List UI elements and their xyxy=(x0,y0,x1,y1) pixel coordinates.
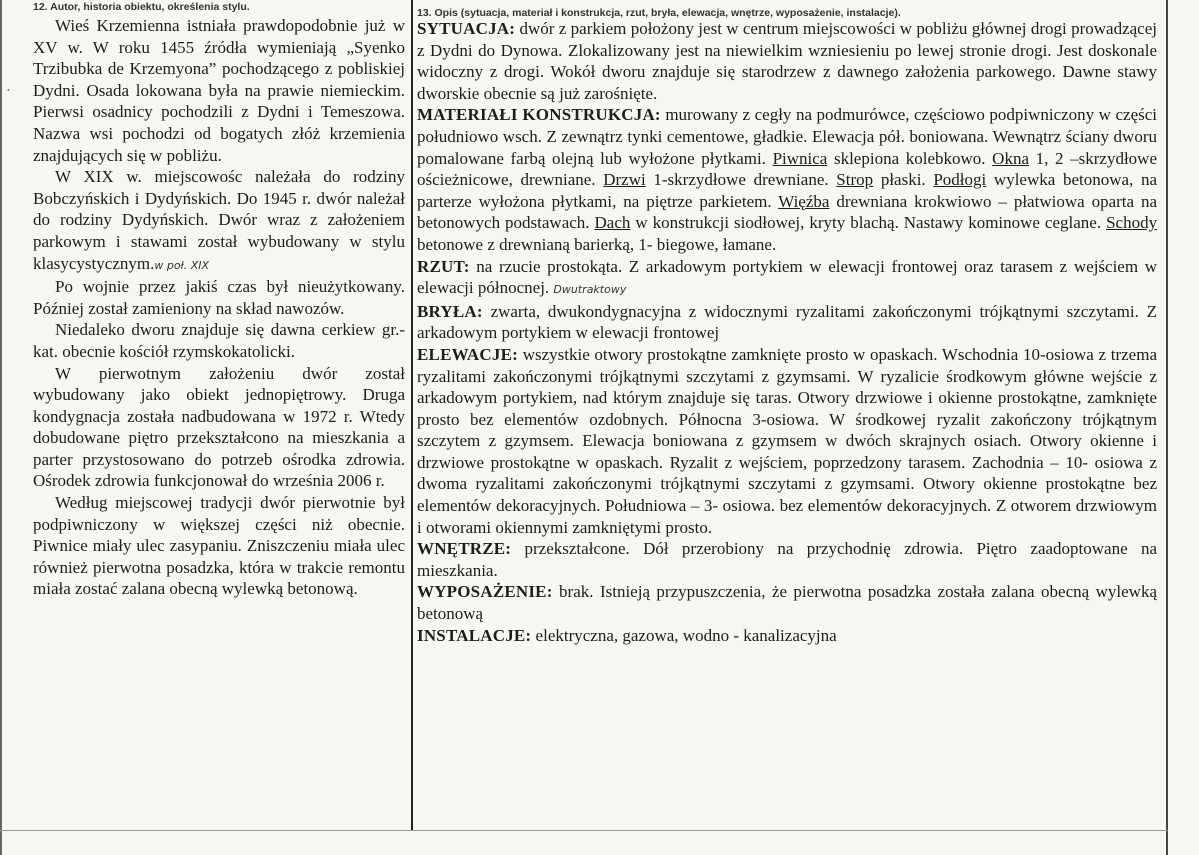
heading-wyposazenie: WYPOSAŻENIE: xyxy=(417,582,553,602)
text-wnetrze: przekształcone. Dół przerobiony na przychodnię zdrowia. Piętro zaadoptowane na mieszkania. xyxy=(417,539,1157,580)
text-dach: w konstrukcji siodłowej, kryty blachą. Nastawy kominowe ceglane. xyxy=(635,213,1102,233)
heading-wnetrze: WNĘTRZE: xyxy=(417,539,512,559)
text-piwnica: sklepiona kolebkowo. xyxy=(833,148,986,168)
column-divider xyxy=(411,0,413,830)
left-column-text xyxy=(33,15,405,600)
left-edge-line xyxy=(0,0,2,855)
right-column xyxy=(417,6,1157,646)
heading-materialy: MATERIAŁI KONSTRUKCJA: xyxy=(417,105,661,125)
label-schody: Schody xyxy=(1106,213,1158,233)
text-sytuacja: dwór z parkiem położony jest w centrum miejscowości w pobliżu głównej drogi prowadzącej z Dydni do Dynowa. Zlokalizowany jest na niewielkim wzniesieniu po lewej stronie drogi. Jest doskonale widoczny z drogi. Wokół dworu znajduje się starodrzew z dawnego założenia parkowego. Dawne stawy dworskie obecnie są już zarośnięte. xyxy=(417,19,1157,103)
history-paragraph-4: Niedaleko dworu znajduje się dawna cerkiew gr.-kat. obecnie kościół rzymskokatolicki. xyxy=(33,320,405,361)
section-rzut xyxy=(417,256,1157,301)
label-podlogi: Podłogi xyxy=(933,170,987,190)
history-paragraph-2 xyxy=(33,166,405,276)
history-paragraph-6: Według miejscowej tradycji dwór pierwotnie był podpiwniczony w większej części niż obecnie. Piwnice miały ulec zasypaniu. Zniszczeniu miała ulec również pierwotna posadzka, która w trakcie remontu miała zostać zalana obecną wylewką betonową. xyxy=(33,493,405,599)
right-edge-line xyxy=(1166,0,1168,855)
section-elewacje xyxy=(417,344,1157,538)
heading-sytuacja: SYTUACJA: xyxy=(417,19,516,38)
bottom-edge-line xyxy=(0,830,1168,831)
section-instalacje xyxy=(417,625,1157,647)
section-sytuacja xyxy=(417,18,1157,104)
text-podlogi: wylewka betonowa, na parterze wyłożona płytkami, na piętrze parkietem. xyxy=(417,170,1158,211)
text-materialy: murowany z cegły na podmurówce, częściowo podpiwniczony w części południowo wsch. Z zewnątrz tynki cementowe, gładkie. Elewacja pół. boniowana. Wewnątrz ściany dworu pomalowane farbą olejną lub wyłożone płytkami. xyxy=(417,105,1158,168)
text-bryla: zwarta, dwukondygnacyjna z widocznymi ryzalitami zakończonymi trójkątnymi szczytami. Z arkadowym portykiem w elewacji frontowej xyxy=(417,301,1158,343)
text-strop: płaski. xyxy=(880,170,926,190)
section-wnetrze xyxy=(417,538,1157,581)
heading-bryla: BRYŁA: xyxy=(417,301,483,321)
heading-instalacje: INSTALACJE: xyxy=(417,625,532,645)
section-wyposazenie xyxy=(417,581,1157,624)
right-column-text xyxy=(417,18,1157,646)
heading-elewacje: ELEWACJE: xyxy=(417,344,518,364)
margin-mark: • xyxy=(7,86,10,95)
right-column-header: 13. Opis (sytuacja, materiał i konstrukcja, rzut, bryła, elewacja, wnętrze, wyposażenie, instalacje). xyxy=(417,7,901,19)
text-wyposazenie: brak. Istnieją przypuszczenia, że pierwotna posadzka została zalana obecną wylewką betonową xyxy=(417,582,1157,624)
text-okna: 1, 2 –skrzydłowe ościeżnicowe, drewniane. xyxy=(417,148,1157,190)
label-drzwi: Drzwi xyxy=(603,170,646,190)
left-column xyxy=(33,1,405,600)
text-wiezba: drewniana krokwiowo – płatwiowa oparta na betonowych podstawach. xyxy=(417,191,1157,233)
history-paragraph-1: Wieś Krzemienna istniała prawdopodobnie już w XV w. W roku 1455 źródła wymieniają „Syenko Trzibubka de Krzemyona” pochodzącego z pobliskiej Dydni. Osada lokowana była na prawie niemieckim. Pierwsi osadnicy pochodzili z Dydni i Temeszowa. Nazwa wsi pochodzi od bogatych złóż krzemienia znajdujących się w pobliżu. xyxy=(33,16,405,165)
history-paragraph-2-text: W XIX w. miejscowośc należała do rodziny Bobczyńskich i Dydyńskich. Do 1945 r. dwór należał do rodziny Dydyńskich. Dwór wraz z założeniem parkowym i stawami został wybudowany w stylu klasycystycznym. xyxy=(33,167,405,273)
handwritten-note-style: w poł. XIX xyxy=(154,258,210,272)
left-column-header: 12. Autor, historia obiektu, określenia stylu. xyxy=(33,1,250,13)
text-schody: betonowe z drewnianą barierką, 1- biegowe, łamane. xyxy=(417,234,777,254)
text-instalacje: elektryczna, gazowa, wodno - kanalizacyjna xyxy=(535,625,837,645)
label-strop: Strop xyxy=(836,170,874,190)
history-paragraph-5: W pierwotnym założeniu dwór został wybudowany jako obiekt jednopiętrowy. Druga kondygnacja została nadbudowana w 1972 r. Wtedy dobudowane piętro przekształcono na mieszkania a parter przystosowano do potrzeb ośrodka zdrowia. Ośrodek zdrowia funkcjonował do września 2006 r. xyxy=(33,363,405,491)
heading-rzut: RZUT: xyxy=(417,256,470,276)
text-elewacje: wszystkie otwory prostokątne zamknięte prosto w opaskach. Wschodnia 10-osiowa z trzema ryzalitami zakończonymi trójkątnymi szczytami z gzymsami. W ryzalicie środkowym główne wejście z arkadowym portykiem, nad którym znajduje się taras. Otwory drzwiowe i okienne prostokątne, zamknięte prosto bez elementów ozdobnych. Północna 3-osiowa. W środkowej ryzalit zakończony trójkątnym szczytem z gzymsem. Elewacja boniowana z gzymsem w dwóch skrajnych osiach. Otwory okienne i drzwiowe prostokątne w opaskach. Ryzalit z wejściem, poprzedzony tarasem. Zachodnia – 10- osiowa z dwoma ryzalitami zakończonymi trójkątnymi szczytami z gzymsami. Otwory okienne prostokątne bez elementów dekoracyjnych. Południowa – 3- osiowa. bez elementów dekoracyjnych. Z otworem drzwiowym i otworami okiennymi zamkniętymi prosto. xyxy=(417,344,1157,537)
section-bryla xyxy=(417,301,1157,344)
history-paragraph-3: Po wojnie przez jakiś czas był nieużytkowany. Później został zamieniony na skład nawozów. xyxy=(33,277,405,318)
label-okna: Okna xyxy=(992,148,1029,168)
label-wiezba: Więźba xyxy=(778,191,830,211)
handwritten-note-plan: Dwutraktowy xyxy=(553,283,627,297)
text-drzwi: 1-skrzydłowe drewniane. xyxy=(653,170,829,190)
text-rzut: na rzucie prostokąta. Z arkadowym portykiem w elewacji frontowej oraz tarasem z wejściem w elewacji północnej. xyxy=(417,256,1157,298)
section-materialy xyxy=(417,104,1157,255)
label-dach: Dach xyxy=(594,213,631,233)
label-piwnica: Piwnica xyxy=(772,148,828,168)
